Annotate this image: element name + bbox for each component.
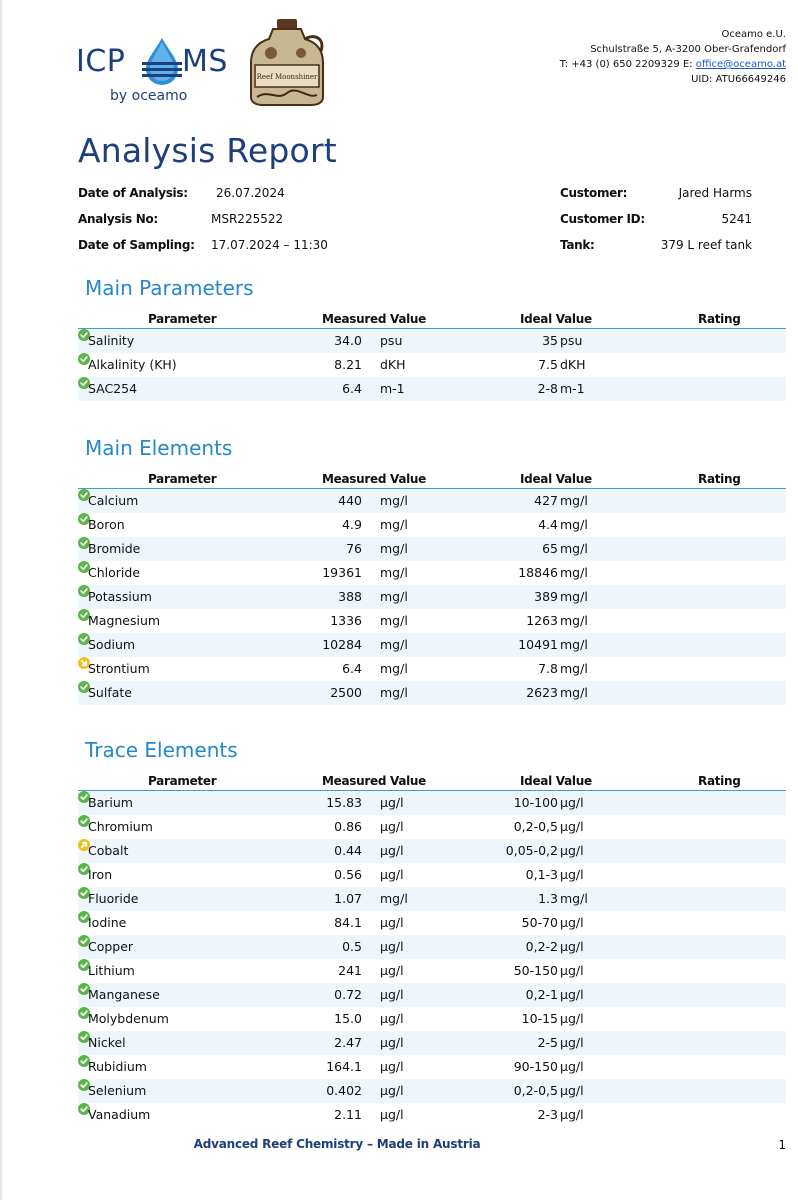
meta-row xyxy=(78,212,378,238)
ideal-value: 0,05-0,2 xyxy=(505,843,558,858)
ideal-unit: mg/l xyxy=(560,613,588,628)
section-title-trace-elements: Trace Elements xyxy=(85,738,238,762)
ideal-unit: µg/l xyxy=(560,795,584,810)
water-drop-icon xyxy=(140,36,184,88)
table-body xyxy=(78,329,786,401)
parameter-name: Salinity xyxy=(88,333,135,348)
ideal-unit: µg/l xyxy=(560,987,584,1002)
ideal-unit: psu xyxy=(560,333,583,348)
ideal-value: 2623 xyxy=(526,685,558,700)
parameter-name: Vanadium xyxy=(88,1107,151,1122)
parameter-name: Chromium xyxy=(88,819,153,834)
ideal-unit: µg/l xyxy=(560,867,584,882)
ideal-value: 35 xyxy=(542,333,558,348)
measured-unit: µg/l xyxy=(380,1059,404,1074)
meta-row xyxy=(560,212,752,238)
ideal-unit: mg/l xyxy=(560,891,588,906)
company-uid: UID: ATU66649246 xyxy=(691,74,786,85)
ideal-value: 10491 xyxy=(518,637,558,652)
ideal-value: 18846 xyxy=(518,565,558,580)
ideal-value: 50-150 xyxy=(513,963,558,978)
ideal-value: 389 xyxy=(534,589,558,604)
ideal-unit: mg/l xyxy=(560,637,588,652)
meta-value: 26.07.2024 xyxy=(216,186,285,200)
ideal-unit: µg/l xyxy=(560,843,584,858)
customer-meta xyxy=(560,186,752,264)
measured-unit: µg/l xyxy=(380,1107,404,1122)
ideal-value: 1.3 xyxy=(538,891,558,906)
parameter-name: Sodium xyxy=(88,637,136,652)
measured-unit: µg/l xyxy=(380,795,404,810)
meta-row xyxy=(78,186,378,212)
table-row xyxy=(78,489,786,513)
ideal-value: 0,2-1 xyxy=(525,987,558,1002)
measured-unit: µg/l xyxy=(380,843,404,858)
table-body xyxy=(78,791,786,1127)
ideal-value: 10-100 xyxy=(513,795,558,810)
ideal-value: 7.8 xyxy=(538,661,558,676)
table-row xyxy=(78,1079,786,1103)
ideal-unit: m-1 xyxy=(560,381,585,396)
meta-row xyxy=(560,186,752,212)
ideal-unit: µg/l xyxy=(560,915,584,930)
header-ideal-value: Ideal Value xyxy=(520,312,592,326)
meta-value: Jared Harms xyxy=(678,186,752,200)
measured-value: 15.0 xyxy=(334,1011,362,1026)
company-address: Schulstraße 5, A-3200 Ober-Grafendorf xyxy=(590,44,786,55)
measured-unit: psu xyxy=(380,333,403,348)
analysis-meta xyxy=(78,186,378,264)
table-trace-elements xyxy=(78,774,786,1127)
parameter-name: Strontium xyxy=(88,661,150,676)
measured-unit: µg/l xyxy=(380,819,404,834)
report-title: Analysis Report xyxy=(78,131,337,170)
ideal-value: 427 xyxy=(534,493,558,508)
measured-value: 6.4 xyxy=(342,661,362,676)
measured-value: 10284 xyxy=(322,637,362,652)
measured-value: 0.402 xyxy=(326,1083,362,1098)
parameter-name: Selenium xyxy=(88,1083,147,1098)
table-row xyxy=(78,353,786,377)
measured-unit: mg/l xyxy=(380,493,408,508)
measured-value: 164.1 xyxy=(326,1059,362,1074)
measured-unit: mg/l xyxy=(380,891,408,906)
ideal-value: 2-3 xyxy=(537,1107,558,1122)
parameter-name: Chloride xyxy=(88,565,141,580)
table-row xyxy=(78,513,786,537)
measured-value: 8.21 xyxy=(334,357,362,372)
table-row xyxy=(78,377,786,401)
table-row xyxy=(78,1007,786,1031)
ideal-value: 0,2-0,5 xyxy=(513,819,558,834)
measured-unit: mg/l xyxy=(380,517,408,532)
meta-value: MSR225522 xyxy=(211,212,284,226)
ideal-value: 1263 xyxy=(526,613,558,628)
measured-unit: mg/l xyxy=(380,685,408,700)
measured-value: 440 xyxy=(338,493,362,508)
table-row xyxy=(78,537,786,561)
meta-label: Customer ID: xyxy=(560,212,645,226)
measured-unit: µg/l xyxy=(380,1083,404,1098)
parameter-name: Copper xyxy=(88,939,134,954)
ideal-unit: µg/l xyxy=(560,939,584,954)
ideal-value: 2-8 xyxy=(537,381,558,396)
ideal-unit: mg/l xyxy=(560,661,588,676)
ideal-unit: µg/l xyxy=(560,1083,584,1098)
ideal-value: 2-5 xyxy=(537,1035,558,1050)
header-parameter: Parameter xyxy=(148,774,217,788)
table-row xyxy=(78,561,786,585)
ideal-value: 10-15 xyxy=(521,1011,558,1026)
table-header xyxy=(78,312,786,329)
header-rating: Rating xyxy=(698,312,741,326)
table-header xyxy=(78,472,786,489)
header-parameter: Parameter xyxy=(148,312,217,326)
footer-tagline xyxy=(0,1137,798,1151)
table-row xyxy=(78,791,786,815)
measured-value: 241 xyxy=(338,963,362,978)
ideal-unit: mg/l xyxy=(560,565,588,580)
measured-unit: µg/l xyxy=(380,915,404,930)
ideal-value: 90-150 xyxy=(513,1059,558,1074)
meta-row xyxy=(560,238,752,264)
meta-value: 17.07.2024 – 11:30 xyxy=(211,238,328,252)
ideal-unit: mg/l xyxy=(560,493,588,508)
header-measured-value: Measured Value xyxy=(322,312,427,326)
logo-byline: by oceamo xyxy=(110,88,188,104)
ideal-unit: dKH xyxy=(560,357,586,372)
measured-unit: dKH xyxy=(380,357,406,372)
parameter-name: Molybdenum xyxy=(88,1011,169,1026)
ideal-unit: µg/l xyxy=(560,1107,584,1122)
measured-value: 6.4 xyxy=(342,381,362,396)
measured-value: 388 xyxy=(338,589,362,604)
parameter-name: Iodine xyxy=(88,915,127,930)
ideal-value: 50-70 xyxy=(521,915,558,930)
table-row xyxy=(78,815,786,839)
measured-value: 0.86 xyxy=(334,819,362,834)
measured-value: 1.07 xyxy=(334,891,362,906)
header-rating: Rating xyxy=(698,774,741,788)
logo-text-right: MS xyxy=(182,44,228,79)
table-row xyxy=(78,329,786,353)
table-main-parameters xyxy=(78,312,786,401)
ideal-value: 7.5 xyxy=(538,357,558,372)
page-edge-shadow xyxy=(0,0,4,1200)
table-row xyxy=(78,633,786,657)
table-main-elements xyxy=(78,472,786,705)
table-row xyxy=(78,657,786,681)
parameter-name: Nickel xyxy=(88,1035,126,1050)
parameter-name: Barium xyxy=(88,795,133,810)
ideal-unit: µg/l xyxy=(560,1011,584,1026)
measured-unit: µg/l xyxy=(380,939,404,954)
jug-label: Reef Moonshiner xyxy=(256,73,318,81)
table-row xyxy=(78,983,786,1007)
measured-value: 1336 xyxy=(330,613,362,628)
measured-value: 76 xyxy=(346,541,362,556)
parameter-name: Potassium xyxy=(88,589,152,604)
header-measured-value: Measured Value xyxy=(322,472,427,486)
page-number: 1 xyxy=(778,1138,786,1152)
measured-unit: µg/l xyxy=(380,987,404,1002)
measured-unit: m-1 xyxy=(380,381,405,396)
header-measured-value: Measured Value xyxy=(322,774,427,788)
header-ideal-value: Ideal Value xyxy=(520,774,592,788)
measured-unit: mg/l xyxy=(380,613,408,628)
table-row xyxy=(78,887,786,911)
table-row xyxy=(78,935,786,959)
table-row xyxy=(78,959,786,983)
measured-value: 34.0 xyxy=(334,333,362,348)
parameter-name: Manganese xyxy=(88,987,160,1002)
parameter-name: Lithium xyxy=(88,963,135,978)
meta-label: Customer: xyxy=(560,186,628,200)
table-row xyxy=(78,863,786,887)
measured-value: 15.83 xyxy=(326,795,362,810)
ideal-unit: mg/l xyxy=(560,517,588,532)
table-row xyxy=(78,1031,786,1055)
header-rating: Rating xyxy=(698,472,741,486)
measured-value: 2.11 xyxy=(334,1107,362,1122)
measured-value: 4.9 xyxy=(342,517,362,532)
table-row xyxy=(78,681,786,705)
meta-label: Date of Sampling: xyxy=(78,238,195,252)
measured-value: 84.1 xyxy=(334,915,362,930)
meta-value: 5241 xyxy=(721,212,752,226)
parameter-name: Magnesium xyxy=(88,613,161,628)
company-name: Oceamo e.U. xyxy=(721,29,786,40)
ideal-value: 65 xyxy=(542,541,558,556)
footer-text: Advanced Reef Chemistry – Made in Austria xyxy=(193,1137,481,1151)
measured-unit: mg/l xyxy=(380,565,408,580)
measured-unit: mg/l xyxy=(380,637,408,652)
table-row xyxy=(78,1055,786,1079)
parameter-name: Rubidium xyxy=(88,1059,147,1074)
parameter-name: Bromide xyxy=(88,541,141,556)
measured-unit: µg/l xyxy=(380,1011,404,1026)
section-title-main-parameters: Main Parameters xyxy=(85,276,254,300)
measured-value: 0.44 xyxy=(334,843,362,858)
ideal-unit: mg/l xyxy=(560,541,588,556)
company-email-link[interactable]: office@oceamo.at xyxy=(695,59,786,70)
ideal-value: 0,1-3 xyxy=(525,867,558,882)
table-row xyxy=(78,609,786,633)
parameter-name: Alkalinity (KH) xyxy=(88,357,177,372)
table-row xyxy=(78,911,786,935)
measured-value: 2500 xyxy=(330,685,362,700)
logo-text-left: ICP xyxy=(76,44,126,79)
company-info xyxy=(560,27,786,87)
parameter-name: Iron xyxy=(88,867,113,882)
ideal-value: 0,2-0,5 xyxy=(513,1083,558,1098)
parameter-name: SAC254 xyxy=(88,381,138,396)
parameter-name: Cobalt xyxy=(88,843,129,858)
meta-row xyxy=(78,238,378,264)
measured-value: 2.47 xyxy=(334,1035,362,1050)
parameter-name: Calcium xyxy=(88,493,139,508)
measured-unit: µg/l xyxy=(380,867,404,882)
measured-value: 0.56 xyxy=(334,867,362,882)
ideal-unit: µg/l xyxy=(560,963,584,978)
table-body xyxy=(78,489,786,705)
measured-value: 0.5 xyxy=(342,939,362,954)
header-ideal-value: Ideal Value xyxy=(520,472,592,486)
header-parameter: Parameter xyxy=(148,472,217,486)
parameter-name: Boron xyxy=(88,517,125,532)
ideal-unit: µg/l xyxy=(560,1035,584,1050)
table-row xyxy=(78,585,786,609)
company-contact xyxy=(560,57,786,72)
ideal-value: 4.4 xyxy=(538,517,558,532)
measured-unit: µg/l xyxy=(380,1035,404,1050)
measured-value: 0.72 xyxy=(334,987,362,1002)
ideal-unit: µg/l xyxy=(560,1059,584,1074)
measured-unit: µg/l xyxy=(380,963,404,978)
section-title-main-elements: Main Elements xyxy=(85,436,233,460)
icp-ms-logo xyxy=(76,34,236,104)
ideal-value: 0,2-2 xyxy=(525,939,558,954)
meta-value: 379 L reef tank xyxy=(660,238,752,252)
measured-unit: mg/l xyxy=(380,661,408,676)
ideal-unit: mg/l xyxy=(560,589,588,604)
meta-label: Analysis No: xyxy=(78,212,158,226)
table-row xyxy=(78,839,786,863)
table-header xyxy=(78,774,786,791)
measured-unit: mg/l xyxy=(380,589,408,604)
meta-label: Date of Analysis: xyxy=(78,186,188,200)
moonshine-jug-logo xyxy=(247,17,327,107)
meta-label: Tank: xyxy=(560,238,595,252)
ideal-unit: µg/l xyxy=(560,819,584,834)
measured-value: 19361 xyxy=(322,565,362,580)
measured-unit: mg/l xyxy=(380,541,408,556)
parameter-name: Sulfate xyxy=(88,685,132,700)
ideal-unit: mg/l xyxy=(560,685,588,700)
table-row xyxy=(78,1103,786,1127)
company-phone: T: +43 (0) 650 2209329 E: xyxy=(559,59,693,70)
parameter-name: Fluoride xyxy=(88,891,139,906)
